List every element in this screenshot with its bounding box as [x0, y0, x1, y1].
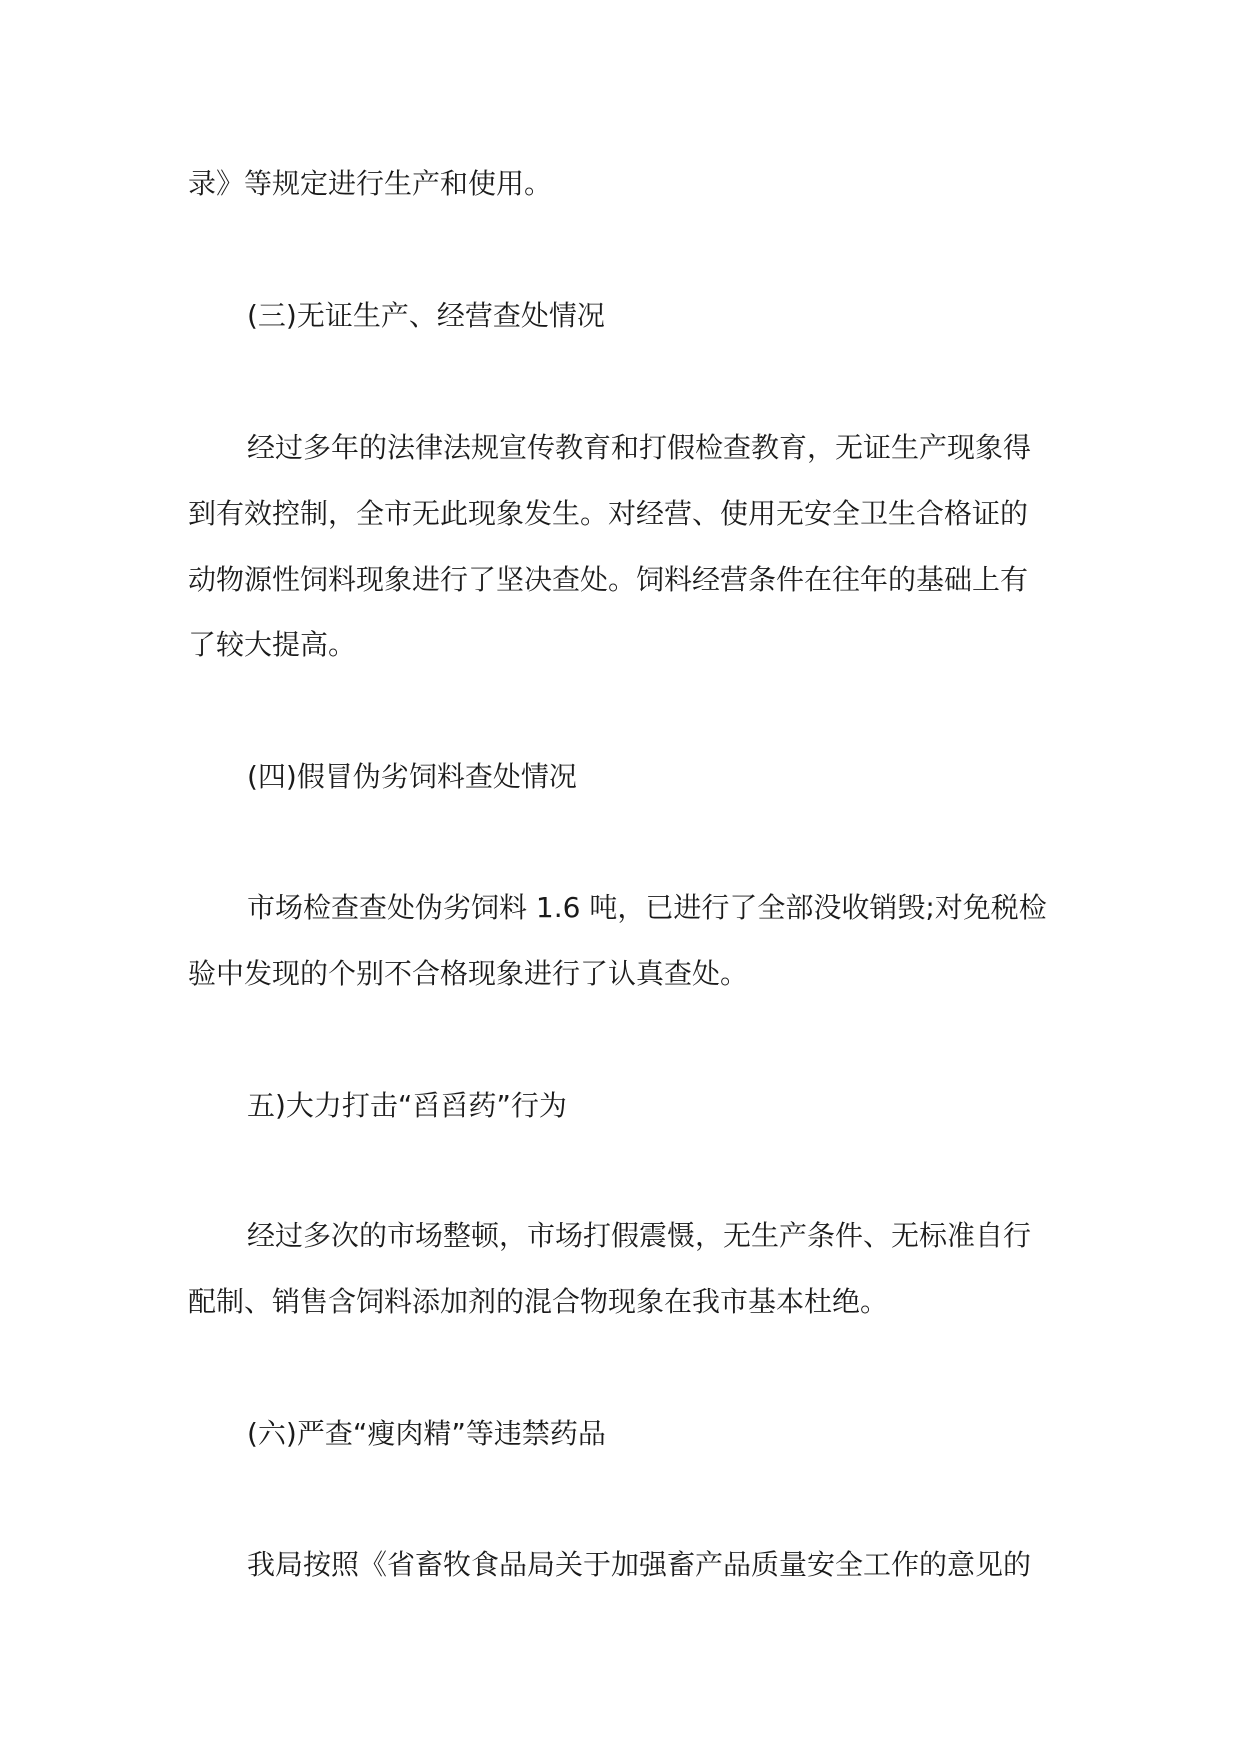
- paragraph-line: 经过多年的法律法规宣传教育和打假检查教育，无证生产现象得: [247, 431, 1032, 464]
- paragraph-line: 动物源性饲料现象进行了坚决查处。饲料经营条件在往年的基础上有: [188, 563, 1029, 596]
- paragraph-line: 市场检查查处伪劣饲料 1.6 吨，已进行了全部没收销毁;对免税检: [247, 891, 1047, 924]
- section-heading-three: (三)无证生产、经营查处情况: [247, 299, 605, 332]
- section-heading-four: (四)假冒伪劣饲料查处情况: [247, 760, 577, 793]
- paragraph-line: 配制、销售含饲料添加剂的混合物现象在我市基本杜绝。: [188, 1285, 889, 1318]
- section-heading-six: (六)严查“瘦肉精”等违禁药品: [247, 1417, 606, 1450]
- paragraph-continuation-line: 录》等规定进行生产和使用。: [188, 167, 553, 200]
- paragraph-line: 验中发现的个别不合格现象进行了认真查处。: [188, 957, 749, 990]
- paragraph-line: 我局按照《省畜牧食品局关于加强畜产品质量安全工作的意见的: [247, 1548, 1032, 1581]
- paragraph-line: 经过多次的市场整顿，市场打假震慑，无生产条件、无标准自行: [247, 1219, 1032, 1252]
- section-heading-five: 五)大力打击“舀舀药”行为: [247, 1089, 567, 1122]
- paragraph-line: 了较大提高。: [188, 628, 357, 661]
- paragraph-line: 到有效控制，全市无此现象发生。对经营、使用无安全卫生合格证的: [188, 497, 1029, 530]
